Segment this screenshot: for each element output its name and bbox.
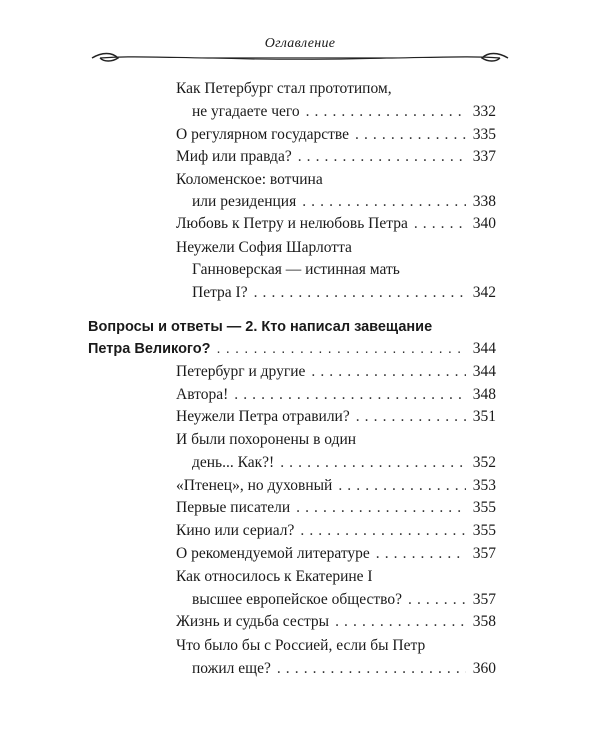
page-number: 337 — [472, 148, 496, 165]
page-number: 353 — [472, 477, 496, 494]
dot-leader — [280, 453, 466, 473]
toc-entry[interactable]: Любовь к Петру и нелюбовь Петра . . . 340 — [176, 214, 496, 236]
dot-leader — [311, 362, 466, 382]
page-number: 335 — [472, 126, 496, 143]
toc-entry[interactable]: Петра I? . . . 342 — [176, 283, 496, 305]
dot-leader — [277, 659, 466, 679]
toc-entry[interactable]: Как Петербург стал прототипом, — [176, 80, 392, 97]
dot-leader — [217, 339, 467, 359]
page-number: 344 — [472, 340, 496, 357]
toc-entry[interactable]: Как относилось к Екатерине I — [176, 568, 373, 585]
dot-leader — [234, 385, 466, 405]
toc-entry[interactable]: Коломенское: вотчина — [176, 171, 323, 188]
dot-leader — [408, 590, 466, 610]
dot-leader — [254, 283, 466, 303]
dot-leader — [298, 147, 466, 167]
dot-leader — [414, 214, 466, 234]
toc-entry[interactable]: О регулярном государстве . . . 335 — [176, 125, 496, 147]
page-number: 348 — [472, 386, 496, 403]
toc-entry[interactable]: «Птенец», но духовный . . . 353 — [176, 476, 496, 498]
dot-leader — [306, 102, 466, 122]
page-number: 338 — [472, 193, 496, 210]
page-number: 360 — [472, 660, 496, 677]
toc-entry[interactable]: Жизнь и судьба сестры . . . 358 — [176, 612, 496, 634]
running-header: Оглавление — [264, 36, 336, 51]
toc-entry[interactable]: день... Как?! . . . 352 — [176, 453, 496, 475]
page-number: 340 — [472, 215, 496, 232]
toc-entry[interactable]: Первые писатели . . . 355 — [176, 498, 496, 520]
toc-entry[interactable]: не угадаете чего . . . 332 — [176, 102, 496, 124]
page-number: 352 — [472, 454, 496, 471]
page-number: 332 — [472, 103, 496, 120]
toc-entry[interactable]: Петербург и другие . . . 344 — [176, 362, 496, 384]
toc-entry[interactable]: Миф или правда? . . . 337 — [176, 147, 496, 169]
dot-leader — [300, 521, 466, 541]
page-number: 344 — [472, 363, 496, 380]
toc-entry[interactable]: или резиденция . . . 338 — [176, 192, 496, 214]
page-number: 351 — [472, 408, 496, 425]
toc-entry[interactable]: Что было бы с Россией, если бы Петр — [176, 637, 426, 654]
dot-leader — [302, 192, 466, 212]
toc-section-heading[interactable]: Петра Великого? . . . 344 — [88, 339, 496, 361]
dot-leader — [296, 498, 466, 518]
dot-leader — [356, 407, 466, 427]
toc-entry[interactable]: Кино или сериал? . . . 355 — [176, 521, 496, 543]
toc-entry[interactable]: Неужели София Шарлотта — [176, 239, 352, 256]
dot-leader — [335, 612, 466, 632]
dot-leader — [376, 544, 466, 564]
dot-leader — [355, 125, 466, 145]
toc-entry[interactable]: Автора! . . . 348 — [176, 385, 496, 407]
page-number: 357 — [472, 591, 496, 608]
toc-entry[interactable]: пожил еще? . . . 360 — [176, 659, 496, 681]
toc-entry[interactable]: О рекомендуемой литературе . . . 357 — [176, 544, 496, 566]
page-number: 358 — [472, 613, 496, 630]
toc-entry[interactable]: Ганноверская — истинная мать — [192, 261, 400, 278]
page-number: 342 — [472, 284, 496, 301]
page-number: 355 — [472, 499, 496, 516]
toc-entry[interactable]: Неужели Петра отравили? . . . 351 — [176, 407, 496, 429]
page-number: 355 — [472, 522, 496, 539]
toc-section-heading[interactable]: Вопросы и ответы — 2. Кто написал завещание — [88, 319, 433, 335]
toc-entry[interactable]: высшее европейское общество? . . . 357 — [176, 590, 496, 612]
page-number: 357 — [472, 545, 496, 562]
toc-entry[interactable]: И были похоронены в один — [176, 431, 357, 448]
dot-leader — [338, 476, 466, 496]
